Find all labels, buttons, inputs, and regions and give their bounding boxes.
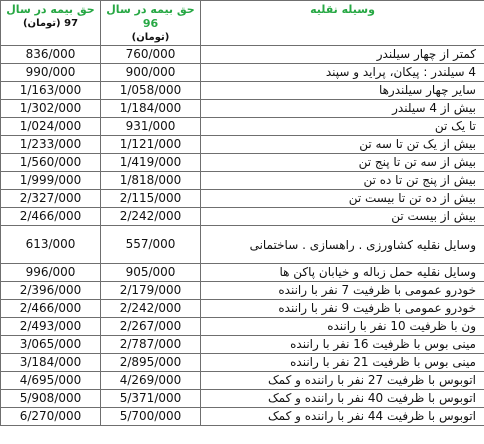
vehicle-cell: ون با ظرفیت 10 نفر با راننده	[201, 318, 484, 336]
vehicle-cell: اتوبوس با ظرفیت 27 نفر با راننده و کمک	[201, 372, 484, 390]
premium-97-cell: 1/163/000	[1, 82, 101, 100]
table-row	[1, 46, 484, 64]
premium-97-cell: 2/396/000	[1, 282, 101, 300]
table-row	[1, 318, 484, 336]
vehicle-cell: 4 سیلندر : پیکان، پراید و سپند	[201, 64, 484, 82]
vehicle-cell: بیش از پنج تن تا ده تن	[201, 172, 484, 190]
premium-96-cell: 2/895/000	[101, 354, 201, 372]
header-premium-96-label: حق بیمه در سال 96	[106, 3, 195, 30]
premium-97-cell: 1/560/000	[1, 154, 101, 172]
table-row	[1, 154, 484, 172]
table-row	[1, 82, 484, 100]
header-premium-97-unit: 97 (تومان)	[22, 18, 79, 29]
table-row	[1, 390, 484, 408]
premium-96-cell: 905/000	[101, 264, 201, 282]
vehicle-cell: تا یک تن	[201, 118, 484, 136]
header-premium-97-label: حق بیمه در سال	[6, 3, 95, 16]
table-row	[1, 136, 484, 154]
premium-96-cell: 5/700/000	[101, 408, 201, 426]
premium-96-cell: 2/787/000	[101, 336, 201, 354]
premium-96-cell: 2/267/000	[101, 318, 201, 336]
premium-97-cell: 996/000	[1, 264, 101, 282]
premium-96-cell: 2/115/000	[101, 190, 201, 208]
premium-97-cell: 990/000	[1, 64, 101, 82]
vehicle-cell: بیش از بیست تن	[201, 208, 484, 226]
premium-97-cell: 2/327/000	[1, 190, 101, 208]
premium-96-cell: 4/269/000	[101, 372, 201, 390]
premium-96-cell: 1/184/000	[101, 100, 201, 118]
table-row	[1, 172, 484, 190]
table-row	[1, 64, 484, 82]
premium-97-cell: 2/466/000	[1, 300, 101, 318]
table-row	[1, 208, 484, 226]
premium-96-cell: 1/121/000	[101, 136, 201, 154]
table-row	[1, 336, 484, 354]
premium-96-cell: 1/058/000	[101, 82, 201, 100]
premium-97-cell: 1/999/000	[1, 172, 101, 190]
premium-97-cell: 836/000	[1, 46, 101, 64]
vehicle-cell: بیش از ده تن تا بیست تن	[201, 190, 484, 208]
header-vehicle-label: وسیله نقلیه	[310, 3, 375, 16]
premium-96-cell: 2/179/000	[101, 282, 201, 300]
table-body	[1, 46, 484, 426]
vehicle-cell: بیش از 4 سیلندر	[201, 100, 484, 118]
premium-97-cell: 1/024/000	[1, 118, 101, 136]
premium-96-cell: 931/000	[101, 118, 201, 136]
premium-96-cell: 1/419/000	[101, 154, 201, 172]
premium-97-cell: 1/233/000	[1, 136, 101, 154]
vehicle-cell: وسایل نقلیه کشاورزی . راهسازی . ساختمانی	[201, 226, 484, 264]
premium-96-cell: 5/371/000	[101, 390, 201, 408]
premium-97-cell: 4/695/000	[1, 372, 101, 390]
table-row	[1, 300, 484, 318]
vehicle-cell: خودرو عمومی با ظرفیت 7 نفر با راننده	[201, 282, 484, 300]
vehicle-cell: مینی بوس با ظرفیت 16 نفر با راننده	[201, 336, 484, 354]
table-row	[1, 354, 484, 372]
header-premium-96-unit: (تومان)	[131, 32, 170, 43]
table-row	[1, 408, 484, 426]
header-vehicle	[201, 1, 484, 46]
table-row	[1, 282, 484, 300]
table-row	[1, 118, 484, 136]
vehicle-cell: خودرو عمومی با ظرفیت 9 نفر با راننده	[201, 300, 484, 318]
premium-96-cell: 1/818/000	[101, 172, 201, 190]
table-row	[1, 264, 484, 282]
premium-97-cell: 2/493/000	[1, 318, 101, 336]
table-header-row	[1, 1, 484, 46]
premium-97-cell: 1/302/000	[1, 100, 101, 118]
premium-96-cell: 2/242/000	[101, 300, 201, 318]
premium-96-cell: 557/000	[101, 226, 201, 264]
vehicle-cell: وسایل نقلیه حمل زباله و خیابان پاکن ها	[201, 264, 484, 282]
table-row	[1, 372, 484, 390]
vehicle-cell: اتوبوس با ظرفیت 40 نفر با راننده و کمک	[201, 390, 484, 408]
header-premium-96	[101, 1, 201, 46]
premium-97-cell: 613/000	[1, 226, 101, 264]
vehicle-cell: بیش از یک تن تا سه تن	[201, 136, 484, 154]
premium-97-cell: 3/184/000	[1, 354, 101, 372]
header-premium-97	[1, 1, 101, 46]
premium-97-cell: 2/466/000	[1, 208, 101, 226]
vehicle-cell: بیش از سه تن تا پنج تن	[201, 154, 484, 172]
table-row	[1, 226, 484, 264]
premium-97-cell: 3/065/000	[1, 336, 101, 354]
table-row	[1, 190, 484, 208]
premium-96-cell: 760/000	[101, 46, 201, 64]
premium-96-cell: 900/000	[101, 64, 201, 82]
vehicle-cell: اتوبوس با ظرفیت 44 نفر با راننده و کمک	[201, 408, 484, 426]
vehicle-cell: سایر چهار سیلندرها	[201, 82, 484, 100]
premium-96-cell: 2/242/000	[101, 208, 201, 226]
premium-97-cell: 5/908/000	[1, 390, 101, 408]
premium-97-cell: 6/270/000	[1, 408, 101, 426]
vehicle-cell: مینی بوس با ظرفیت 21 نفر با راننده	[201, 354, 484, 372]
vehicle-cell: کمتر از چهار سیلندر	[201, 46, 484, 64]
table-row	[1, 100, 484, 118]
